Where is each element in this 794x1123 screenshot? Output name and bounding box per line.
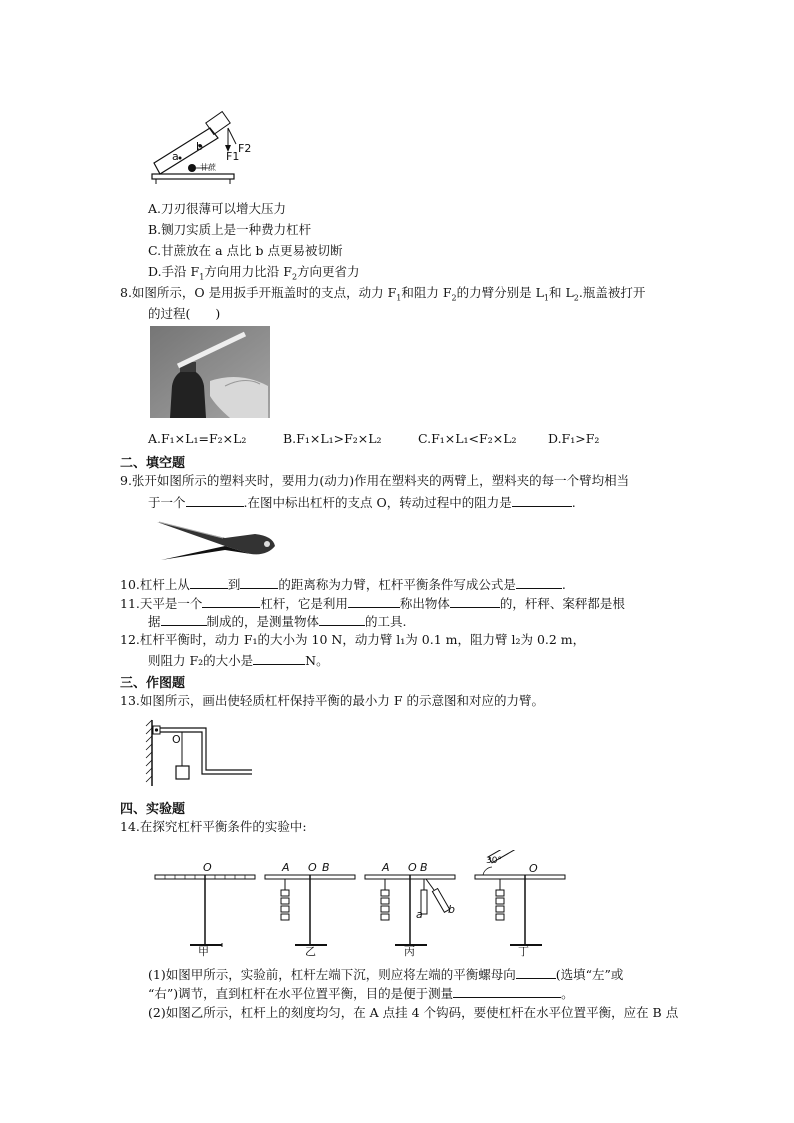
q13-text: 13.如图所示，画出使轻质杠杆保持平衡的最小力 F 的示意图和对应的力臂。 (120, 693, 545, 708)
q8-part1: 8.如图所示，O 是用扳手开瓶盖时的支点，动力 F (120, 285, 397, 300)
section-drawing: 三、作图题 (120, 676, 186, 691)
q11-part2: 杠杆，它是利用 (260, 596, 348, 611)
lever-experiment-figures (150, 850, 580, 960)
q8-part3: 的力臂分别是 L (456, 285, 544, 300)
fig-yi (265, 875, 355, 945)
q10-blank-1[interactable] (190, 576, 228, 589)
label-sugarcane: 甘蔗 (200, 163, 216, 172)
plastic-clip-figure (155, 516, 280, 562)
q7-option-b: B.铡刀实质上是一种费力杠杆 (148, 222, 312, 237)
bent-lever-figure (144, 718, 254, 788)
q8-part5: .瓶盖被打开 (578, 285, 646, 300)
fig-caption-bing: 丙 (404, 945, 415, 958)
q9-part3: . (571, 495, 576, 510)
guillotine-figure (148, 108, 238, 188)
fig-yi-a: A (282, 861, 290, 874)
section-fill-in: 二、填空题 (120, 456, 186, 471)
label-b: b (196, 140, 203, 153)
fig-yi-b: B (322, 861, 330, 874)
q10-part1: 10.杠杆上从 (120, 577, 190, 592)
q12-line1: 12.杠杆平衡时，动力 F₁的大小为 10 N，动力臂 l₁为 0.1 m，阻力臂 l₂为 0.2 m， (120, 632, 586, 647)
q9-part2: .在图中标出杠杆的支点 O，转动过程中的阻力是 (243, 495, 512, 510)
fig-bing (365, 875, 455, 945)
q11-blank-1[interactable] (202, 595, 260, 608)
q11-part1: 11.天平是一个 (120, 596, 203, 611)
q12-part2: N。 (305, 653, 329, 668)
fig-bing-o: O (408, 861, 417, 874)
q8-option-a: A.F₁×L₁=F₂×L₂ (148, 431, 247, 446)
q14-part1-line2 (148, 985, 574, 1002)
fig-yi-o: O (308, 861, 317, 874)
q14-p1-d: 。 (561, 986, 574, 1001)
q11-part6: 制成的，是测量物体 (206, 614, 320, 629)
fig-jia-o: O (203, 861, 212, 874)
q8-option-b: B.F₁×L₁>F₂×L₂ (283, 431, 382, 446)
q7-d-pre: D.手沿 F (148, 264, 200, 279)
q14-p1-a: (1)如图甲所示，实验前，杠杆左端下沉，则应将左端的平衡螺母向 (148, 967, 516, 982)
fig-ding-o: O (529, 862, 538, 875)
q11-line2 (148, 613, 407, 630)
q11-blank-4[interactable] (161, 613, 207, 626)
q9-line2 (148, 494, 576, 511)
q14-blank-2[interactable] (453, 985, 561, 998)
q14-part1-line1 (148, 966, 623, 983)
label-f1: F1 (226, 150, 240, 163)
q9-line1: 9.张开如图所示的塑料夹时，要用力(动力)作用在塑料夹的两臂上，塑料夹的每一个臂均相当 (120, 473, 630, 488)
fig-jia (155, 875, 255, 947)
q14-part2: (2)如图乙所示，杠杆上的刻度均匀，在 A 点挂 4 个钩码，要使杠杆在水平位置平衡，应在 B 点 (148, 1005, 679, 1020)
q8-option-c: C.F₁×L₁<F₂×L₂ (418, 431, 517, 446)
fig-bing-a: A (382, 861, 390, 874)
q11-line1 (120, 595, 625, 612)
q11-part5: 据 (148, 614, 161, 629)
fig-caption-ding: 丁 (518, 945, 529, 958)
fig-caption-yi: 乙 (305, 945, 316, 958)
q10-part3: 的距离称为力臂，杠杆平衡条件写成公式是 (278, 577, 516, 592)
q12-line2 (148, 652, 329, 669)
q9-part1: 于一个 (148, 495, 186, 510)
q11-part4: 的，杆秤、案秤都是根 (499, 596, 625, 611)
fig-bing-b-small: b (448, 903, 455, 916)
q11-part3: 称出物体 (399, 596, 450, 611)
q8-part2: 和阻力 F (401, 285, 452, 300)
bottle-opener-photo (150, 326, 270, 418)
q8-option-d: D.F₁>F₂ (548, 431, 600, 446)
q9-blank-2[interactable] (512, 494, 572, 507)
fig-caption-jia: 甲 (198, 945, 209, 958)
q10-part2: 到 (227, 577, 241, 592)
q11-blank-5[interactable] (319, 613, 365, 626)
q14-intro: 14.在探究杠杆平衡条件的实验中: (120, 819, 307, 834)
q7-option-d: D.手沿 $F_1$方向用力比沿 $F_2$方向更省力 (148, 264, 360, 282)
q11-blank-3[interactable] (450, 595, 500, 608)
fig-ding-angle: 30° (486, 856, 502, 866)
q10-blank-2[interactable] (240, 576, 278, 589)
q7-d-post: 方向更省力 (297, 264, 360, 279)
q7-option-c: C.甘蔗放在 a 点比 b 点更易被切断 (148, 243, 343, 258)
section-experiment: 四、实验题 (120, 802, 186, 817)
q14-p1-b: (选填“左”或 (555, 967, 624, 982)
q10-part4: . (561, 577, 566, 592)
q8-part4: 和 L (549, 285, 574, 300)
q12-blank[interactable] (253, 652, 305, 665)
q10 (120, 576, 566, 593)
q12-part1: 则阻力 F₂的大小是 (148, 653, 254, 668)
q14-p1-c: “右”)调节，直到杠杆在水平位置平衡，目的是便于测量 (148, 986, 454, 1001)
q11-part7: 的工具. (365, 614, 407, 629)
q8-stem-line1: 8.如图所示，O 是用扳手开瓶盖时的支点，动力 $F_1$和阻力 $F_2$的力臂分别是 $L_1$和 $L_2$.瓶盖被打开 (120, 285, 646, 303)
q7-option-a: A.刀刃很薄可以增大压力 (148, 201, 287, 216)
label-a: a (172, 150, 179, 163)
fig-bing-a-small: a (416, 908, 423, 921)
q9-blank-1[interactable] (186, 494, 244, 507)
q8-stem-line2: 的过程( ) (148, 306, 221, 321)
fig-bing-b: B (420, 861, 428, 874)
label-f2: F2 (238, 142, 252, 155)
q10-blank-3[interactable] (516, 576, 562, 589)
q14-blank-1[interactable] (516, 966, 556, 979)
q7-d-mid: 方向用力比沿 F (204, 264, 292, 279)
label-o: O (172, 733, 181, 746)
q11-blank-2[interactable] (348, 595, 400, 608)
